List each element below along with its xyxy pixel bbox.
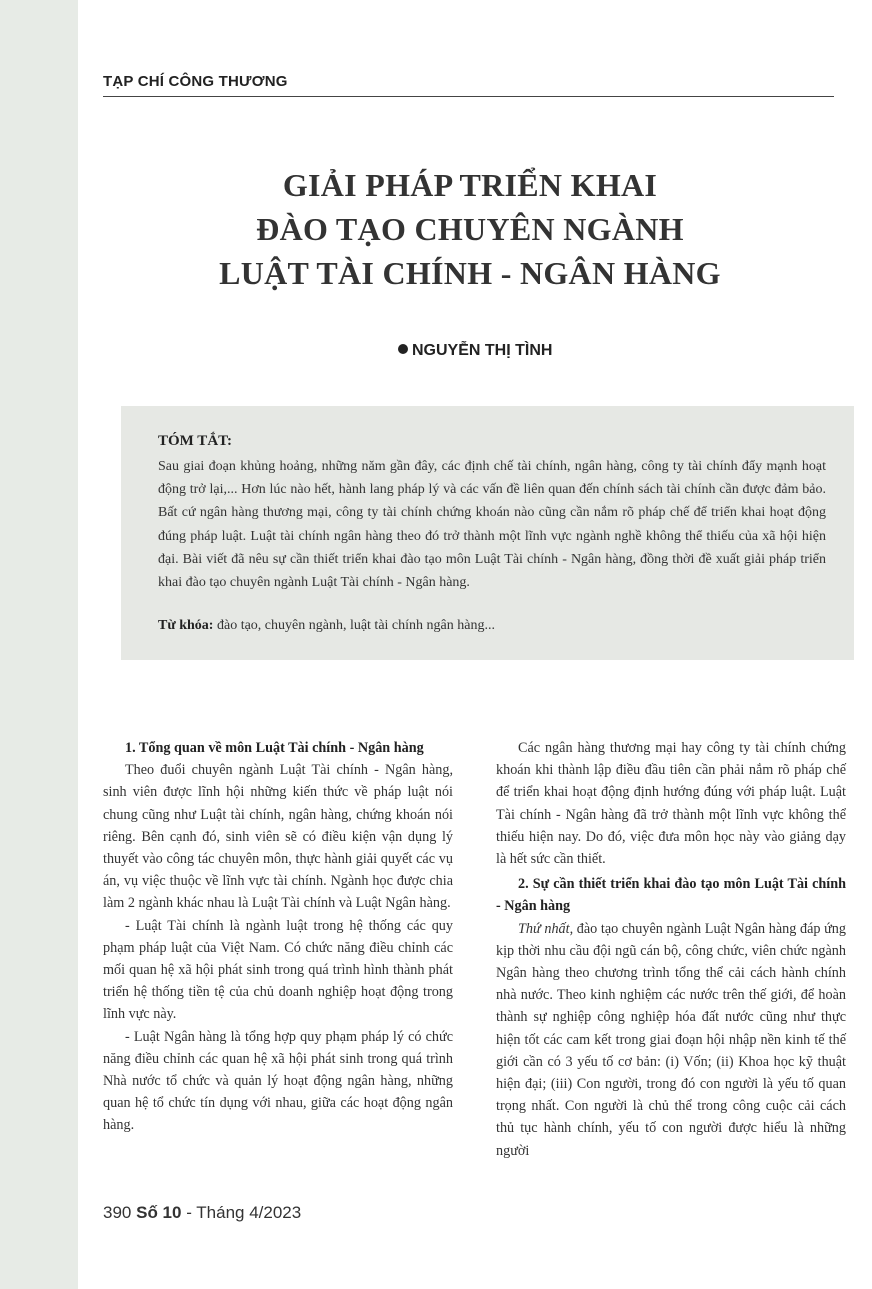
page-number: 390 — [103, 1203, 132, 1222]
paragraph-lead: Thứ nhất, — [518, 920, 574, 937]
paragraph: Các ngân hàng thương mại hay công ty tài chính chứng khoán khi thành lập điều đầu tiên cần phải nắm rõ pháp chế để triển khai hoạt động định hướng đúng với pháp luật. Luật Tài chính - Ngân hàng đã trở thành một lĩnh vực không thể thiếu hiện nay. Do đó, việc đưa môn học này vào giảng dạy là hết sức cần thiết. — [496, 740, 846, 868]
paragraph: - Luật Tài chính là ngành luật trong hệ thống các quy phạm pháp luật của Việt Nam. Có chức năng điều chỉnh các mối quan hệ xã hội phát sinh trong quá trình hình thành phát triển hệ thống tiền tệ của chủ doanh nghiệp hoạt động trong lĩnh vực này. — [103, 917, 453, 1023]
paragraph-text: đào tạo chuyên ngành Luật Ngân hàng đáp ứng kịp thời nhu cầu đội ngũ cán bộ, công chức, viên chức ngành Ngân hàng theo chương trình tổng thể cải cách hành chính nhà nước. Theo kinh nghiệm các nước trên thế giới, để hoàn thành sự nghiệp công nghiệp hóa đất nước cũng như thực hiện tốt các cam kết trong giai đoạn hội nhập nền kinh tế thế giới cần có 3 yếu tố cơ bản: (i) Vốn; (ii) Khoa học kỹ thuật hiện đại; (iii) Con người, trong đó con người là yếu tố quan trọng nhất. Con người là chủ thể trong công cuộc cải cách thủ tục hành chính, yếu tố con người được hiểu là những người — [496, 920, 846, 1159]
title-line: GIẢI PHÁP TRIỂN KHAI — [282, 167, 658, 203]
abstract-heading: TÓM TẮT: — [158, 433, 233, 449]
abstract-body: Sau giai đoạn khủng hoảng, những năm gần đây, các định chế tài chính, ngân hàng, công ty tài chính đẩy mạnh hoạt động trở lại,... Hơn lúc nào hết, hành lang pháp lý và các vấn đề liên quan đến chính sách tài chính cần được đảm bảo. Bất cứ ngân hàng thương mại, công ty tài chính chứng khoán nào cũng cần nắm rõ pháp chế để triển khai hoạt động đúng pháp luật. Luật tài chính ngân hàng theo đó trở thành một lĩnh vực ngành nghề không thể thiếu của xã hội hiện đại. Bài viết đã nêu sự cần thiết triển khai đào tạo môn Luật Tài chính - Ngân hàng, đồng thời đề xuất giải pháp triển khai đào tạo chuyên ngành Luật Tài chính - Ngân hàng. — [158, 459, 826, 591]
abstract-keywords — [158, 618, 495, 634]
paragraph: - Luật Ngân hàng là tổng hợp quy phạm pháp lý có chức năng điều chỉnh các quan hệ xã hội phát sinh trong quá trình Nhà nước tổ chức và quản lý hoạt động ngân hàng, những quan hệ tổ chức tín dụng với nhau, giữa các hoạt động ngân hàng. — [103, 1028, 453, 1134]
issue-number: Số 10 — [136, 1203, 182, 1222]
issue-date: - Tháng 4/2023 — [181, 1203, 302, 1222]
author-name: NGUYỄN THỊ TÌNH — [412, 342, 553, 359]
article-title — [150, 163, 790, 295]
right-column — [496, 737, 846, 1162]
page-margin-band — [0, 0, 78, 1289]
paragraph — [496, 918, 846, 1162]
section-heading: 2. Sự cần thiết triển khai đào tạo môn Luật Tài chính - Ngân hàng — [496, 876, 846, 915]
abstract-box — [121, 406, 854, 660]
section-heading: 1. Tổng quan về môn Luật Tài chính - Ngân hàng — [125, 740, 424, 756]
paragraph: Theo đuổi chuyên ngành Luật Tài chính - Ngân hàng, sinh viên được lĩnh hội những kiến thức về pháp luật nói chung cũng như Luật tài chính, ngân hàng, chứng khoán nói riêng. Bên cạnh đó, sinh viên sẽ có điều kiện vận dụng lý thuyết vào công tác chuyên môn, thực hành giải quyết các vụ án, vụ việc thuộc về lĩnh vực tài chính. Ngành học được chia làm 2 ngành khác nhau là Luật Tài chính và Luật Ngân hàng. — [103, 762, 453, 912]
bullet-icon — [398, 344, 408, 354]
header-rule — [103, 96, 834, 97]
journal-name: TẠP CHÍ CÔNG THƯƠNG — [103, 73, 288, 90]
keywords-label: Từ khóa: — [158, 618, 214, 633]
title-line: ĐÀO TẠO CHUYÊN NGÀNH — [256, 211, 684, 247]
title-line: LUẬT TÀI CHÍNH - NGÂN HÀNG — [219, 255, 721, 291]
keywords-text: đào tạo, chuyên ngành, luật tài chính ngân hàng... — [213, 618, 495, 633]
left-column — [103, 737, 453, 1137]
page-footer — [103, 1203, 301, 1223]
author-byline — [398, 342, 552, 360]
